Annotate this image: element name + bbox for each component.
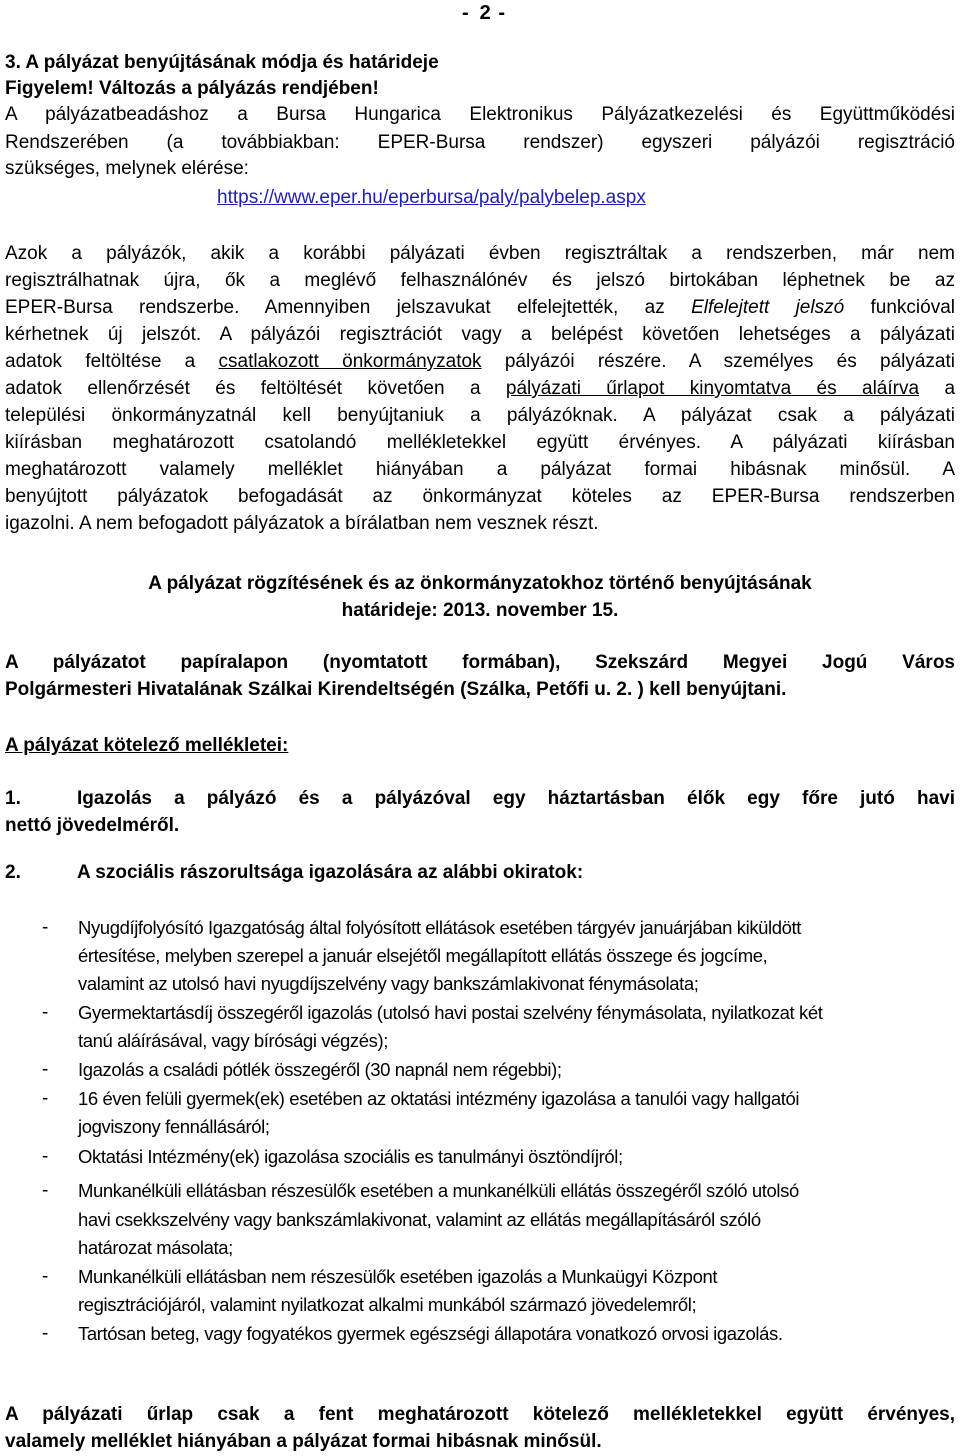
paragraph-line-5: adatok feltöltése a csatlakozott önkormányzatok pályázói részére. A személyes és pályázati — [5, 351, 956, 372]
section-heading: 3. A pályázat benyújtásának módja és határideje — [5, 52, 439, 73]
intro-line-3: szükséges, melynek elérése: — [5, 158, 249, 179]
submission-line-1: A pályázatot papíralapon (nyomtatott formában), Szekszárd Megyei Jogú Város — [5, 652, 955, 673]
paragraph-line-6: adatok ellenőrzését és feltöltését követően a pályázati űrlapot kinyomtatva és aláírva a — [5, 378, 956, 399]
attachments-heading: A pályázat kötelező mellékletei: — [5, 735, 289, 756]
paragraph-line-7: települési önkormányzatnál kell benyújtaniuk a pályázóknak. A pályázat csak a pályázati — [5, 405, 955, 426]
paragraph-line-10: benyújtott pályázatok befogadását az önkormányzat köteles az EPER-Bursa rendszerben — [5, 486, 955, 507]
deadline-line-1: A pályázat rögzítésének és az önkormányzatokhoz történő benyújtásának — [148, 573, 812, 594]
paragraph-line-4: kérhetnek új jelszót. A pályázói regisztrációt vagy a belépést követően lehetséges a pályázati — [5, 324, 955, 345]
deadline-line-2: határideje: 2013. november 15. — [341, 600, 619, 621]
paragraph-line-1: Azok a pályázók, akik a korábbi pályázati évben regisztráltak a rendszerben, már nem — [5, 243, 955, 264]
eper-bursa-link[interactable]: https://www.eper.hu/eperbursa/paly/palybelep.aspx — [217, 187, 646, 208]
intro-line-2: Rendszerében (a továbbiakban: EPER-Bursa rendszer) egyszeri pályázói regisztráció — [5, 132, 955, 153]
submission-line-2: Polgármesteri Hivatalának Szálkai Kirendeltségén (Szálka, Petőfi u. 2. ) kell benyújtani. — [5, 679, 787, 700]
forgotten-password-term: Elfelejtett jelszó — [691, 297, 845, 318]
final-note-line-2: valamely melléklet hiányában a pályázat formai hibásnak minősül. — [5, 1431, 602, 1452]
paragraph-line-8: kiírásban meghatározott csatolandó mellékletekkel együtt érvényes. A pályázati kiírásban — [5, 432, 955, 453]
paragraph-line-2: regisztrálhatnak újra, ők a meglévő felhasználónév és jelszó birtokában léphetnek be az — [5, 270, 955, 291]
intro-line-1: A pályázatbeadáshoz a Bursa Hungarica Elektronikus Pályázatkezelési és Együttműködési — [5, 104, 955, 125]
attachment-item-1-cont: nettó jövedelméről. — [5, 815, 180, 836]
paragraph-line-9: meghatározott valamely melléklet hiányában a pályázat formai hibásnak minősül. A — [5, 459, 955, 480]
final-note-line-1: A pályázati űrlap csak a fent meghatározott kötelező mellékletekkel együtt érvényes, — [5, 1404, 955, 1425]
change-notice: Figyelem! Változás a pályázás rendjében! — [5, 78, 379, 99]
page-number: - 2 - — [462, 2, 507, 24]
paragraph-line-3: EPER-Bursa rendszerbe. Amennyiben jelszavukat elfelejtették, az Elfelejtett jelszó funkcióval — [5, 297, 956, 318]
paragraph-line-11: igazolni. A nem befogadott pályázatok a bírálatban nem vesznek részt. — [5, 513, 599, 534]
